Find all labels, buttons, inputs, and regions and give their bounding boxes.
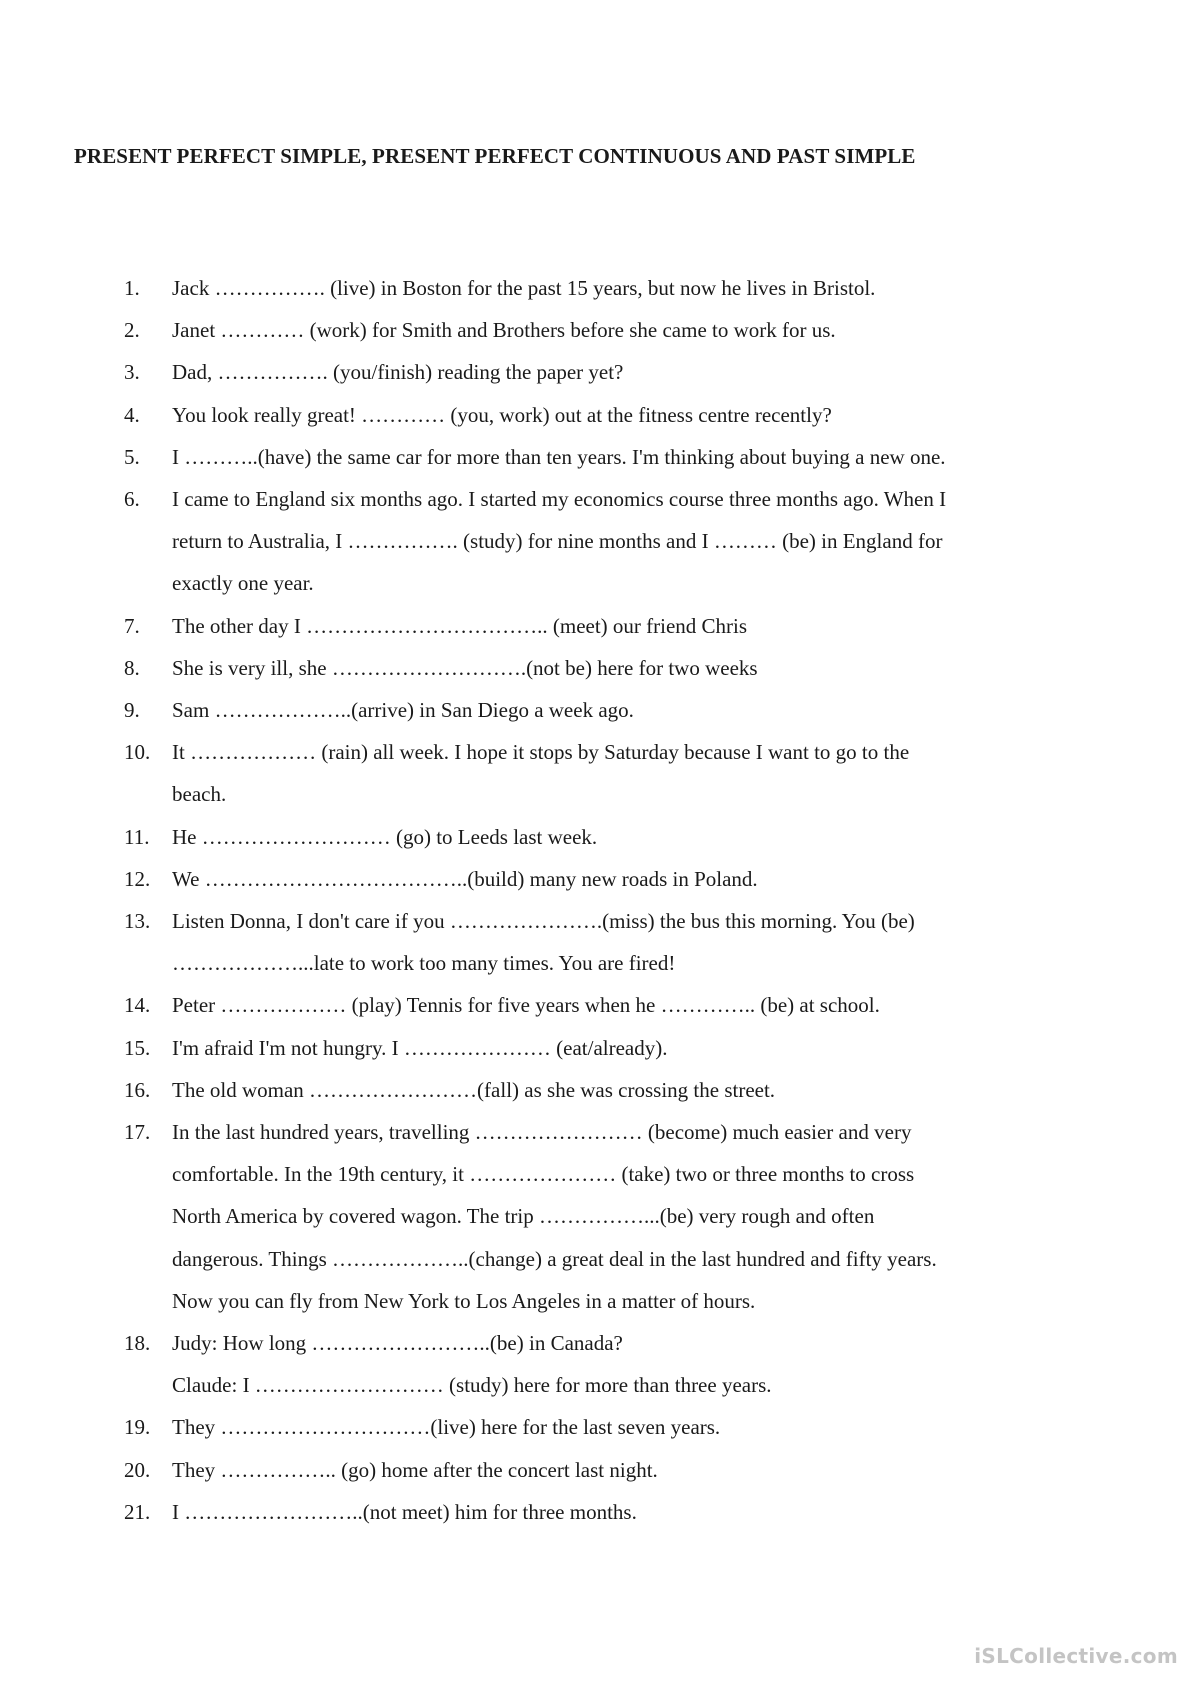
exercise-item [0, 267, 1200, 309]
item-number: 16. [124, 1077, 151, 1102]
item-text [172, 731, 1172, 815]
item-number: 11. [124, 824, 150, 849]
item-text-line: Peter ……………… (play) Tennis for five years when he ………….. (be) at school. [172, 993, 880, 1018]
item-text [172, 1322, 1172, 1406]
exercise-item [0, 647, 1200, 689]
item-text-line: I'm afraid I'm not hungry. I ………………… (eat/already). [172, 1035, 668, 1060]
exercise-item [0, 689, 1200, 731]
item-text [172, 1406, 1172, 1448]
item-text [172, 478, 1172, 605]
exercise-item [0, 816, 1200, 858]
item-number: 9. [124, 698, 140, 723]
item-text-line: They …………………………(live) here for the last seven years. [172, 1415, 721, 1440]
item-text [172, 309, 1172, 351]
item-text-line: comfortable. In the 19th century, it ………………… (take) two or three months to cross [172, 1162, 915, 1187]
item-text [172, 1069, 1172, 1111]
item-text [172, 984, 1172, 1026]
item-text-line: They …………….. (go) home after the concert last night. [172, 1457, 658, 1482]
item-text-line: dangerous. Things ………………..(change) a great deal in the last hundred and fifty years. [172, 1246, 937, 1271]
item-text-line: I ……………………..(not meet) him for three months. [172, 1499, 637, 1524]
item-number: 15. [124, 1035, 151, 1060]
item-text-line: I came to England six months ago. I started my economics course three months ago. When I [172, 487, 947, 512]
item-number: 6. [124, 487, 140, 512]
item-text [172, 689, 1172, 731]
item-text-line: North America by covered wagon. The trip ……………...(be) very rough and often [172, 1204, 875, 1229]
item-text-line: Claude: I ……………………… (study) here for more than three years. [172, 1373, 772, 1398]
item-number: 18. [124, 1331, 151, 1356]
item-number: 4. [124, 402, 140, 427]
exercise-item [0, 351, 1200, 393]
watermark: iSLCollective.com [974, 1644, 1178, 1668]
exercise-item [0, 1449, 1200, 1491]
item-text-line: Now you can fly from New York to Los Angeles in a matter of hours. [172, 1288, 756, 1313]
item-text-line: He ……………………… (go) to Leeds last week. [172, 824, 598, 849]
item-text-line: It ……………… (rain) all week. I hope it stops by Saturday because I want to go to the [172, 740, 910, 765]
exercise-item [0, 605, 1200, 647]
exercise-item [0, 1491, 1200, 1533]
item-number: 12. [124, 866, 151, 891]
item-number: 21. [124, 1499, 151, 1524]
worksheet-title: PRESENT PERFECT SIMPLE, PRESENT PERFECT CONTINUOUS AND PAST SIMPLE [74, 144, 916, 168]
item-number: 3. [124, 360, 140, 385]
item-text [172, 900, 1172, 984]
item-text-line: The other day I …………………………….. (meet) our friend Chris [172, 613, 748, 638]
item-text-line: I ………..(have) the same car for more than ten years. I'm thinking about buying a new one. [172, 444, 946, 469]
exercise-item [0, 1069, 1200, 1111]
item-text-line: Janet ………… (work) for Smith and Brothers before she came to work for us. [172, 318, 836, 343]
exercise-item [0, 731, 1200, 815]
item-text [172, 394, 1172, 436]
exercise-item [0, 1111, 1200, 1322]
item-text-line: ………………...late to work too many times. You are fired! [172, 951, 676, 976]
item-text [172, 1027, 1172, 1069]
item-number: 2. [124, 318, 140, 343]
item-text-line: We ………………………………..(build) many new roads in Poland. [172, 866, 758, 891]
exercise-item [0, 394, 1200, 436]
exercise-item [0, 1406, 1200, 1448]
item-text-line: In the last hundred years, travelling …………………… (become) much easier and very [172, 1120, 912, 1145]
item-text [172, 1491, 1172, 1533]
item-number: 20. [124, 1457, 151, 1482]
exercise-item [0, 984, 1200, 1026]
item-number: 1. [124, 276, 140, 300]
exercise-list [0, 267, 1200, 1533]
item-text-line: return to Australia, I ……………. (study) for nine months and I ……… (be) in England for [172, 529, 943, 554]
item-text [172, 351, 1172, 393]
exercise-item [0, 1027, 1200, 1069]
exercise-item [0, 900, 1200, 984]
item-text [172, 1449, 1172, 1491]
exercise-item [0, 858, 1200, 900]
item-number: 17. [124, 1120, 151, 1145]
item-number: 13. [124, 909, 151, 934]
item-number: 19. [124, 1415, 151, 1440]
item-text-line: You look really great! ………… (you, work) out at the fitness centre recently? [172, 402, 832, 427]
item-text-line: Dad, ……………. (you/finish) reading the paper yet? [172, 360, 624, 385]
exercise-item [0, 478, 1200, 605]
item-text-line: Listen Donna, I don't care if you ………………….(miss) the bus this morning. You (be) [172, 909, 915, 934]
item-number: 14. [124, 993, 151, 1018]
item-text-line: The old woman ……………………(fall) as she was crossing the street. [172, 1077, 776, 1102]
item-text [172, 858, 1172, 900]
item-number: 10. [124, 740, 151, 765]
item-number: 8. [124, 655, 140, 680]
item-number: 5. [124, 444, 140, 469]
item-text-line: exactly one year. [172, 571, 314, 596]
item-text [172, 647, 1172, 689]
item-text-line: beach. [172, 782, 227, 807]
item-text-line: Judy: How long ……………………..(be) in Canada? [172, 1331, 623, 1356]
item-text [172, 605, 1172, 647]
item-text [172, 816, 1172, 858]
exercise-item [0, 436, 1200, 478]
item-text [172, 267, 1172, 309]
exercise-item [0, 309, 1200, 351]
item-text-line: Jack ……………. (live) in Boston for the past 15 years, but now he lives in Bristol. [172, 276, 876, 300]
exercise-item [0, 1322, 1200, 1406]
item-text [172, 436, 1172, 478]
item-number: 7. [124, 613, 140, 638]
item-text-line: She is very ill, she ……………………….(not be) here for two weeks [172, 655, 758, 680]
item-text-line: Sam ………………..(arrive) in San Diego a week ago. [172, 698, 634, 723]
item-text [172, 1111, 1172, 1322]
